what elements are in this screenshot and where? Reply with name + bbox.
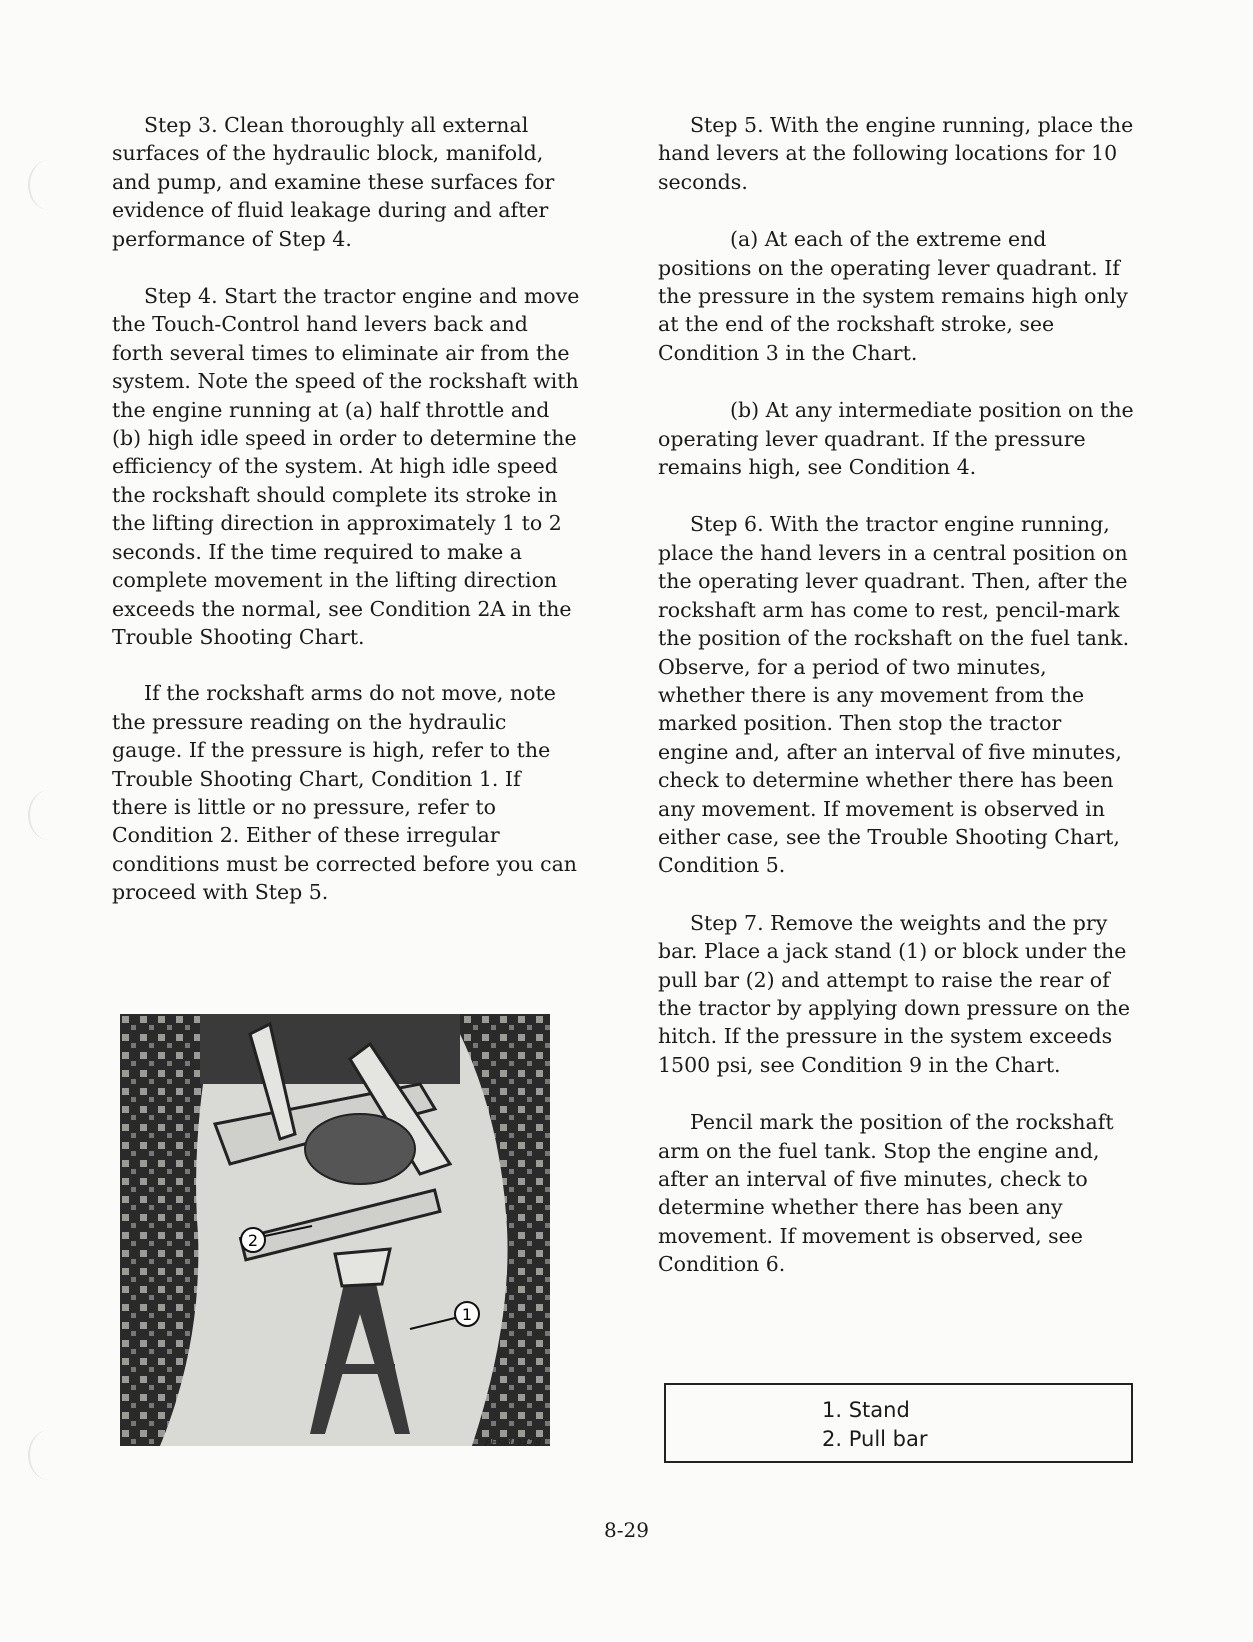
page-number: 8-29	[604, 1518, 649, 1542]
callout-1-label: 1	[461, 1305, 473, 1324]
punch-hole-mark	[28, 160, 70, 210]
step-5b-paragraph: (b) At any intermediate position on the operating lever quadrant. If the pressure remains high, see Condition 4.	[658, 398, 1134, 480]
punch-hole-mark	[28, 1430, 70, 1480]
step-4-paragraph: Step 4. Start the tractor engine and move the Touch-Control hand levers back and forth several times to eliminate air from the system. Note the speed of the rockshaft with the engine running at (a) half throttle and (b) high idle speed in order to determine the efficiency of the system. At high idle speed the rockshaft should complete its stroke in the lifting direction in approximately 1 to 2 seconds. If the time required to make a complete movement in the lifting direction exceeds the normal, see Condition 2A in the Trouble Shooting Chart.	[112, 284, 580, 649]
step-7-paragraph: Step 7. Remove the weights and the pry bar. Place a jack stand (1) or block under the pull bar (2) and attempt to raise the rear of the tractor by applying down pressure on the hitch. If the pressure in the system exceeds 1500 psi, see Condition 9 in the Chart.	[658, 910, 1131, 1077]
figure-code: FESM-3778	[485, 1438, 542, 1449]
step-3-paragraph: Step 3. Clean thoroughly all external surfaces of the hydraulic block, manifold, and pump, and examine these surfaces for evidence of fluid leakage during and after performance of Step 4.	[112, 113, 555, 251]
legend-item-stand: 1. Stand	[822, 1398, 910, 1422]
figure-legend	[664, 1383, 1133, 1463]
tractor-hitch-photo	[120, 1014, 550, 1446]
step-5a-paragraph: (a) At each of the extreme end positions on the operating lever quadrant. If the pressure in the system remains high only at the end of the rockshaft stroke, see Condition 3 in the Chart.	[658, 227, 1128, 365]
left-column	[112, 111, 582, 936]
right-column	[658, 111, 1138, 1308]
photo-illustration	[120, 1014, 550, 1446]
rockshaft-note-paragraph: If the rockshaft arms do not move, note the pressure reading on the hydraulic gauge. If the pressure is high, refer to the Trouble Shooting Chart, Condition 1. If there is little or no pressure, refer to Condition 2. Either of these irregular conditions must be corrected before you can proceed with Step 5.	[112, 681, 577, 905]
legend-item-pull-bar: 2. Pull bar	[822, 1427, 928, 1451]
pencil-mark-paragraph: Pencil mark the position of the rockshaft arm on the fuel tank. Stop the engine and, after an interval of five minutes, check to determine whether there has been any movement. If movement is observed, see Condition 6.	[658, 1110, 1114, 1277]
callout-2-label: 2	[247, 1231, 259, 1250]
punch-hole-mark	[28, 790, 70, 840]
step-6-paragraph: Step 6. With the tractor engine running, place the hand levers in a central position on the operating lever quadrant. Then, after the rockshaft arm has come to rest, pencil-mark the position of the rockshaft on the fuel tank. Observe, for a period of two minutes, whether there is any movement from the marked position. Then stop the tractor engine and, after an interval of five minutes, check to determine whether there has been any movement. If movement is observed in either case, see the Trouble Shooting Chart, Condition 5.	[658, 512, 1130, 878]
step-5-paragraph: Step 5. With the engine running, place the hand levers at the following locations for 10 seconds.	[658, 113, 1134, 194]
